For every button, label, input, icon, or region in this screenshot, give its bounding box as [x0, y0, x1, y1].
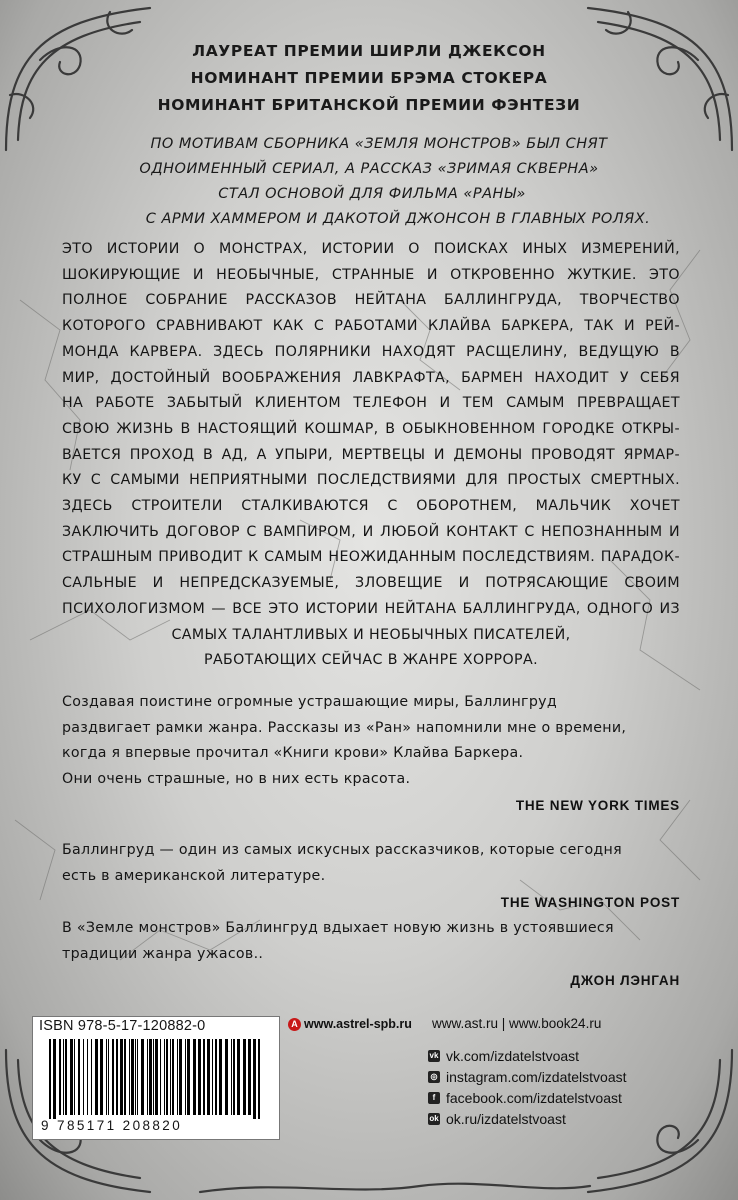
barcode-bar	[49, 1039, 51, 1119]
blurb-line: ВАЕТСЯ ПРОХОД В АД, А УПЫРИ, МЕРТВЕЦЫ И ДЕМОНЫ ПРОВОДЯТ ЯРМАР-	[62, 446, 680, 463]
blurb-line: КУ С САМЫМИ НЕПРИЯТНЫМИ ПОСЛЕДСТВИЯМИ ДЛЯ ПРОСТЫХ СМЕРТНЫХ.	[62, 472, 680, 489]
barcode-bar	[91, 1039, 92, 1115]
review-source: THE WASHINGTON POST	[500, 895, 680, 910]
barcode-bar	[108, 1039, 109, 1115]
blurb-line: ШОКИРУЮЩИЕ И НЕОБЫЧНЫЕ, СТРАННЫЕ И ОТКРОВЕННО ЖУТКИЕ. ЭТО	[62, 266, 680, 283]
review-source: ДЖОН ЛЭНГАН	[570, 973, 680, 988]
barcode-bar	[100, 1039, 103, 1115]
barcode-bar	[65, 1039, 67, 1115]
blurb-line: ЗАКЛЮЧИТЬ ДОГОВОР С ВАМПИРОМ, И ЛЮБОЙ КОНТАКТ С НЕПОЗНАННЫМ И	[62, 523, 680, 540]
publisher-sites[interactable]: www.ast.ru | www.book24.ru	[432, 1016, 602, 1031]
social-link-instagram[interactable]	[428, 1066, 627, 1087]
social-link-ok[interactable]	[428, 1108, 627, 1129]
social-link-text: vk.com/izdatelstvoast	[446, 1047, 580, 1064]
barcode-bar	[131, 1039, 134, 1115]
review-line: Баллингруд — один из самых искусных рассказчиков, которые сегодня	[62, 842, 622, 858]
review-line: когда я впервые прочитал «Книги крови» Клайва Баркера.	[62, 745, 524, 761]
barcode-bar	[106, 1039, 107, 1115]
award-line: НОМИНАНТ ПРЕМИИ БРЭМА СТОКЕРА	[190, 69, 548, 87]
barcode-bar	[147, 1039, 148, 1115]
barcode-bar	[185, 1039, 186, 1115]
blurb-line: ПСИХОЛОГИЗМОМ — ВСЕ ЭТО ИСТОРИИ НЕЙТАНА БАЛЛИНГРУДА, ОДНОГО ИЗ	[62, 600, 680, 617]
review-line: В «Земле монстров» Баллингруд вдыхает новую жизнь в устоявшиеся	[62, 920, 614, 936]
review-nyt	[62, 690, 680, 813]
barcode-bar	[203, 1039, 205, 1115]
adaptation-line: ОДНОИМЕННЫЙ СЕРИАЛ, А РАССКАЗ «ЗРИМАЯ СКВЕРНА»	[139, 161, 599, 177]
barcode-bar	[233, 1039, 235, 1115]
barcode-bar	[120, 1039, 123, 1115]
facebook-icon: f	[428, 1092, 440, 1104]
adaptation-line: СТАЛ ОСНОВОЙ ДЛЯ ФИЛЬМА «РАНЫ»	[218, 186, 526, 202]
book-blurb	[62, 237, 680, 674]
isbn-label: ISBN 978-5-17-120882-0	[39, 1018, 206, 1034]
barcode-bar	[59, 1039, 61, 1115]
barcode-bar	[212, 1039, 213, 1115]
blurb-line: РАБОТАЮЩИХ СЕЙЧАС В ЖАНРЕ ХОРРОРА.	[203, 652, 538, 669]
barcode-bar	[198, 1039, 201, 1115]
award-line: ЛАУРЕАТ ПРЕМИИ ШИРЛИ ДЖЕКСОН	[192, 42, 546, 60]
barcode-bar	[83, 1039, 84, 1115]
barcode-bar	[135, 1039, 136, 1115]
review-washington-post	[62, 838, 680, 910]
barcode-bar	[112, 1039, 114, 1115]
barcode-bar	[219, 1039, 222, 1115]
blurb-line: ЗДЕСЬ СТРОИТЕЛИ СТАЛКИВАЮТСЯ С ОБОРОТНЕМ, МАЛЬЧИК ХОЧЕТ	[62, 498, 680, 515]
review-line: традиции жанра ужасов..	[62, 945, 264, 962]
barcode-bar	[149, 1039, 152, 1115]
barcode-bar	[177, 1039, 178, 1115]
social-link-text: ok.ru/izdatelstvoast	[446, 1110, 566, 1127]
blurb-line: САМЫХ ТАЛАНТЛИВЫХ И НЕОБЫЧНЫХ ПИСАТЕЛЕЙ,	[171, 626, 571, 643]
barcode-bar	[170, 1039, 171, 1115]
barcode-bar	[153, 1039, 154, 1115]
barcode-bar	[225, 1039, 228, 1115]
review-langan	[62, 916, 680, 988]
barcode-bar	[193, 1039, 196, 1115]
barcode-digits: 9 785171 208820	[41, 1118, 183, 1133]
adaptation-note	[0, 132, 738, 232]
vk-icon: vk	[429, 1051, 439, 1060]
ok-icon: ok	[429, 1114, 439, 1123]
astrel-site: www.astrel-spb.ru	[304, 1017, 412, 1031]
blurb-line: СВОЮ ЖИЗНЬ В НАСТОЯЩИЙ КОШМАР, В ОБЫКНОВЕННОМ ГОРОДКЕ ОТКРЫ-	[62, 420, 680, 437]
barcode-bar	[116, 1039, 118, 1115]
social-links	[428, 1045, 627, 1129]
blurb-line: ЭТО ИСТОРИИ О МОНСТРАХ, ИСТОРИИ О ПОИСКАХ ИНЫХ ИЗМЕРЕНИЙ,	[62, 241, 680, 257]
astrel-link[interactable]	[288, 1017, 412, 1031]
barcode-bar	[124, 1039, 126, 1115]
blurb-line: НА РАБОТЕ ЗАБЫТЫЙ КЛИЕНТОМ ТЕЛЕФОН И ТЕМ САМЫМ ПРЕВРАЩАЕТ	[62, 395, 680, 412]
astrel-logo-icon: А	[288, 1018, 301, 1031]
social-link-facebook[interactable]	[428, 1087, 627, 1108]
barcode-bar	[237, 1039, 240, 1115]
blurb-line: МИР, ДОСТОЙНЫЙ ВООБРАЖЕНИЯ ЛАВКРАФТА, БАРМЕН НАХОДИТ У СЕБЯ	[62, 369, 680, 386]
barcode-bars	[47, 1039, 267, 1119]
barcode-bar	[243, 1039, 246, 1115]
barcode-bar	[179, 1039, 182, 1115]
barcode-bar	[160, 1039, 161, 1115]
barcode-bar	[164, 1039, 165, 1115]
barcode-bar	[70, 1039, 73, 1115]
barcode-bar	[137, 1039, 138, 1115]
barcode-bar	[253, 1039, 256, 1119]
barcode-bar	[87, 1039, 88, 1115]
barcode-bar	[248, 1039, 251, 1115]
blurb-line: КОТОРОГО СРАВНИВАЮТ КАК С РАБОТАМИ КЛАЙВА БАРКЕРА, ТАК И РЕЙ-	[62, 318, 680, 335]
barcode-bar	[207, 1039, 210, 1115]
blurb-line: МОНДА КАРВЕРА. ЗДЕСЬ ПОЛЯРНИКИ НАХОДЯТ РАСЩЕЛИНУ, ВЕДУЩУЮ В	[62, 343, 680, 360]
review-line: Создавая поистине огромные устрашающие миры, Баллингруд	[62, 694, 557, 710]
barcode-bar	[129, 1039, 130, 1115]
barcode-bar	[187, 1039, 190, 1115]
awards-block	[0, 38, 738, 119]
blurb-line: САЛЬНЫЕ И НЕПРЕДСКАЗУЕМЫЕ, ЗЛОВЕЩИЕ И ПОТРЯСАЮЩИЕ СВОИМ	[62, 575, 680, 592]
barcode-bar	[155, 1039, 158, 1115]
barcode-bar	[53, 1039, 56, 1119]
barcode-bar	[172, 1039, 174, 1115]
barcode-bar	[78, 1039, 80, 1115]
instagram-icon: ◎	[428, 1071, 440, 1083]
social-link-text: facebook.com/izdatelstvoast	[446, 1089, 622, 1106]
barcode-bar	[95, 1039, 98, 1115]
barcode-bar	[63, 1039, 64, 1115]
review-line: Они очень страшные, но в них есть красота.	[62, 770, 411, 787]
review-line: раздвигает рамки жанра. Рассказы из «Ран» напомнили мне о времени,	[62, 719, 627, 736]
barcode-bar	[215, 1039, 217, 1115]
blurb-line: ПОЛНОЕ СОБРАНИЕ РАССКАЗОВ НЕЙТАНА БАЛЛИНГРУДА, ТВОРЧЕСТВО	[62, 292, 680, 309]
blurb-line: СТРАШНЫМ ПРИВОДИТ К САМЫМ НЕОЖИДАННЫМ ПОСЛЕДСТВИЯМ. ПАРАДОК-	[62, 549, 680, 566]
barcode-bar	[258, 1039, 260, 1119]
adaptation-line: ПО МОТИВАМ СБОРНИКА «ЗЕМЛЯ МОНСТРОВ» БЫЛ СНЯТ	[150, 136, 608, 152]
review-source: THE NEW YORK TIMES	[515, 798, 680, 813]
barcode-bar	[166, 1039, 168, 1115]
social-link-text: instagram.com/izdatelstvoast	[446, 1068, 627, 1085]
barcode-bar	[74, 1039, 75, 1115]
barcode-panel	[32, 1016, 280, 1140]
adaptation-line: С АРМИ ХАММЕРОМ И ДАКОТОЙ ДЖОНСОН В ГЛАВНЫХ РОЛЯХ.	[145, 211, 651, 227]
social-link-vk[interactable]	[428, 1045, 627, 1066]
barcode-bar	[141, 1039, 144, 1115]
review-line: есть в американской литературе.	[62, 867, 326, 884]
award-line: НОМИНАНТ БРИТАНСКОЙ ПРЕМИИ ФЭНТЕЗИ	[157, 96, 581, 114]
barcode-bar	[231, 1039, 232, 1115]
